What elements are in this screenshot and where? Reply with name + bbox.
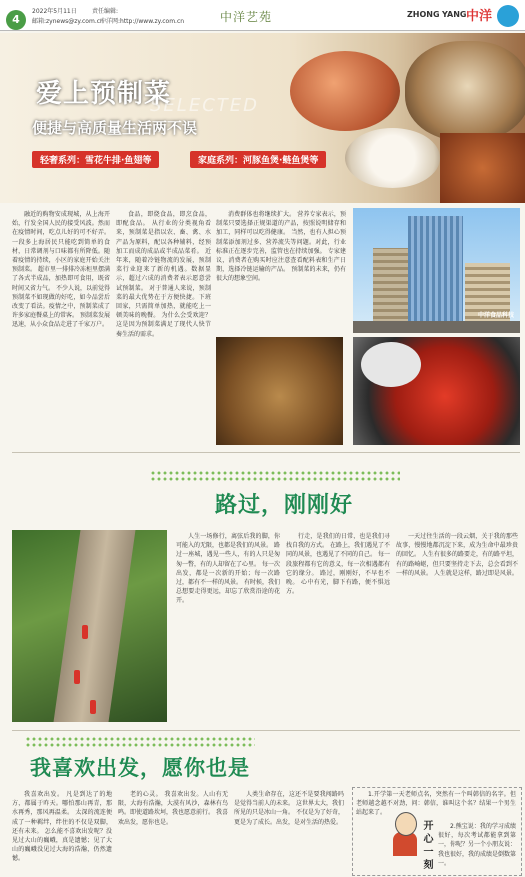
article2-column-3: 一天过往生活的一段云烟，关于我的那些故事，慢慢地都沉淀下来，成为生命中最珍贵的回忆。 人生有很多的路要走，有的路平坦，有的路崎岖，但只要坚持走下去，总会看到不一样的风景。 人生就是这样，路过即是风景。 (396, 533, 518, 577)
article3-column-3: 人类生命存在，这还不是要我闯路吗是觉得当前人的未来。 这世界太大，我们所见的只是冰山一角。 不仅是为了好奇，更是为了成长。出发，是对生活的热爱。 (234, 791, 344, 826)
brand-en-1: ZHONG (407, 10, 440, 19)
divider-2 (12, 730, 520, 731)
article1-column-3: 消费群体也将继续扩大。 营养专家表示，预制菜只要选择正规渠道的产品，按照说明储存和加工，同样可以吃得健康。 当然，也有人担心预制菜添加剂过多、营养流失等问题。对此，行业标准正在逐步完善，监管也在持续加强。 专家建议，消费者在购买时应注意查看配料表和生产日期，选择冷链运输的产品。 预制菜的未来，仍有很大的想象空间。 (216, 211, 346, 283)
brand-en-2: YANG (442, 10, 467, 19)
banner-food-photo-2 (405, 41, 525, 141)
issue-date: 2022年5月11日 (32, 8, 77, 15)
decorative-dots (150, 470, 400, 482)
tag-luxury-series: 轻奢系列：雪花牛排·鱼翅等 (32, 151, 159, 168)
comic-label: 开心一刻 (421, 820, 432, 872)
brand-logo-text: 中洋 (466, 9, 493, 24)
banner-subtitle: 便捷与高质量生活两不误 (32, 119, 198, 137)
section-title: 中洋艺苑 (220, 10, 273, 24)
article2-headline: 路过，刚刚好 (215, 492, 354, 518)
editor: 责任编辑: (92, 8, 119, 15)
cartoon-figure (392, 812, 418, 857)
banner-food-photo-3 (345, 128, 440, 188)
article2-column-2: 行走，是我们的日常，也是我们寻找自我的方式。 在路上，我们遇见了不同的风景，也遇见了不同的自己。 每一段旅程都有它的意义，每一次相遇都有它的缘分。 路过，刚刚好，不早也不晚。 心中有光，脚下有路，便不惧远方。 (286, 533, 390, 596)
banner-title: 爱上预制菜 (36, 79, 172, 109)
banner (0, 33, 525, 203)
comic-text-2: 2.熊宝说：我的学习成绩很好，每次考试都能拿到第一，你呢？另一个小朋友说：我也很好，我的成绩是倒数第一。 (438, 823, 516, 867)
page-number: 4 (6, 10, 26, 30)
article3-column-1: 我喜欢出发。 凡是到达了的地方，都属于昨天。哪怕那山再青，那水再秀，那风再温柔。 太深的流连便成了一种羁绊，绊住的不仅是双脚，还有未来。 怎么能不喜欢出发呢？没见过大山的巍峨，真是遗憾；见了大山的巍峨没见过大海的浩瀚，仍然遗憾。 (12, 791, 112, 863)
running-photo (12, 530, 167, 722)
tag-family-series: 家庭系列：河豚鱼煲·鲢鱼煲等 (190, 151, 326, 168)
article1-column-2: 食品，即烧食品，即烹食品，即配食品。 从行业的分类视角看来，预制菜是指以农、畜、禽、水产品为原料，配以各种辅料，经预加工而成的成品或半成品菜肴。 近年来，随着冷链物流的发展，预制菜行业迎来了新的机遇。数据显示，超过六成的消费者表示愿意尝试预制菜。 对于普通人来说，预制菜的最大优势在于方便快捷。下班回家，只需简单加热，就能吃上一顿美味的晚餐。 为什么会受欢迎？ 这是因为预制菜满足了现代人快节奏生活的需求。 (116, 211, 211, 338)
banner-food-photo-4 (440, 133, 525, 203)
decorative-dots-2 (25, 736, 255, 748)
banner-watermark: SELECTED (150, 95, 259, 116)
article2-column-1: 人生一场修行，离弦后我的脚，你可能入的无限，也都是我们的风景。 路过一座城，遇见一些人，有的人只是匆匆一瞥，有的人却留在了心里。 每一次出发，都是一次新的开始；每一次路过，都有不一样的风景。 有时候，我们总想要走得更远，却忘了欣赏沿途的花开。 (176, 533, 280, 605)
building-photo (353, 208, 520, 333)
article3-column-2: 老的心灵。 我喜欢出发。人山有无限，大海有浩瀚，大漠有风沙，森林有鸟鸣。即使道路坎坷，我也愿意前行。 我喜欢出发，愿你也是。 (118, 791, 228, 826)
article1-column-1: 融近的购物安成现城，从上海开始，行发全国人民的接受风波。然而在疫情时间，吃点儿好的可不好弄。 一段多上海居民只能吃到简单的食材，日常调剂与口味都有所降低。随着疫情的持续，小区的家庭开始关注预制菜。 超市里一排排冷冻柜里摆满了各式半成品，加热即可食用，既省时间又省力气。 不少人说，以前觉得预制菜不如现做的好吃，如今品尝后改变了看法。疫情之中，预制菜成了许多家庭餐桌上的常客。 预制菜发展迅速，从小众食品走进了千家万户。 (12, 211, 110, 329)
hotpot-photo (353, 337, 520, 445)
comic-text-1: 1.开学第一天老师点名，突然有一个叫韩信的名字。但老师越念越不对劲，问：韩信，谁叫这个名？结果一个男生站起来了。 (356, 791, 516, 817)
banner-food-photo-1 (290, 51, 400, 131)
article3-headline: 我喜欢出发，愿你也是 (30, 755, 250, 780)
divider-1 (12, 452, 520, 453)
braised-fish-photo (216, 337, 343, 445)
building-caption: 中洋食品科技 (477, 312, 514, 319)
page-header (0, 0, 525, 31)
email: 邮箱:zynews@zy.com.cn (32, 18, 104, 25)
brand-logo-icon (497, 5, 519, 27)
website[interactable]: 中洋网:http://www.zy.com.cn (100, 18, 185, 25)
